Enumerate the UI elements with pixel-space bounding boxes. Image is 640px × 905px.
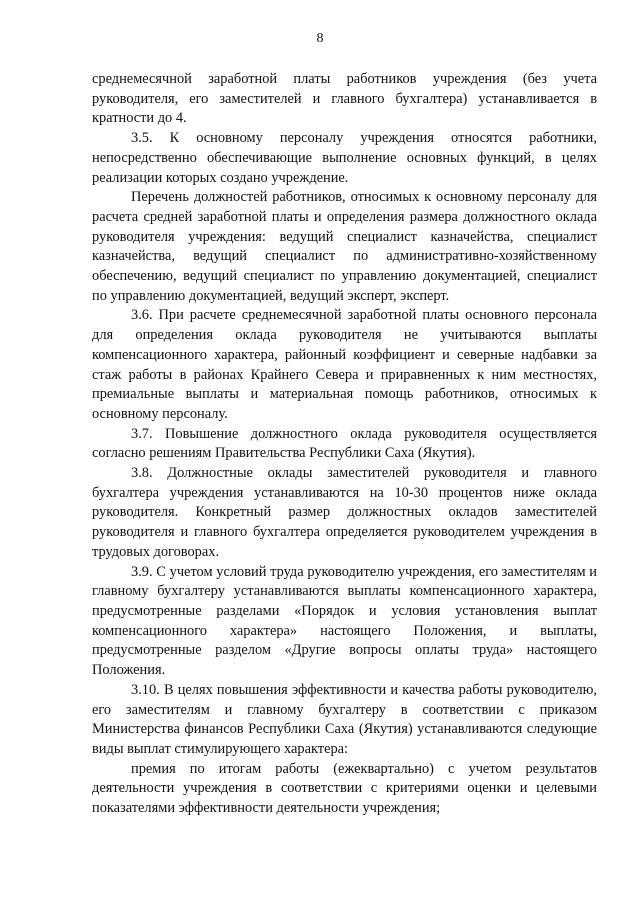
document-body (92, 70, 597, 819)
paragraph-3-8: 3.8. Должностные оклады заместителей руководителя и главного бухгалтера учреждения устанавливаются на 10-30 процентов ниже оклада руководителя. Конкретный размер должностных окладов заместителей руководителя и главного бухгалтера определяется руководителем учреждения в трудовых договорах. (92, 465, 597, 560)
paragraph-3-5: 3.5. К основному персоналу учреждения относятся работники, непосредственно обеспечивающие выполнение основных функций, в целях реализации которых создано учреждение. (92, 130, 597, 186)
page-number: 8 (316, 31, 324, 46)
paragraph-3-7: 3.7. Повышение должностного оклада руководителя осуществляется согласно решениям Правительства Республики Саха (Якутия). (92, 425, 597, 462)
paragraph-3-9: 3.9. С учетом условий труда руководителю учреждения, его заместителям и главному бухгалтеру устанавливаются выплаты компенсационного характера, предусмотренные разделами «Порядок и условия установления выплат компенсационного характера» настоящего Положения, и выплаты, предусмотренные разделом «Другие вопросы оплаты труда» настоящего Положения. (92, 563, 597, 679)
paragraph-3-10: 3.10. В целях повышения эффективности и качества работы руководителю, его заместителям и главному бухгалтеру в соответствии с приказом Министерства финансов Республики Саха (Якутия) устанавливаются следующие виды выплат стимулирующего характера: (92, 681, 597, 757)
paragraph-bonus-item: премия по итогам работы (ежеквартально) с учетом результатов деятельности учреждения в соответствии с критериями оценки и целевыми показателями эффективности деятельности учреждения; (92, 760, 597, 817)
paragraph-3-6: 3.6. При расчете среднемесячной заработной платы основного персонала для определения оклада руководителя не учитываются выплаты компенсационного характера, районный коэффициент и северные надбавки за стаж работы в районах Крайнего Севера и приравненных к ним местностях, премиальные выплаты и материальная помощь работников, относимых к основному персоналу. (92, 307, 597, 422)
paragraph-continuation: среднемесячной заработной платы работников учреждения (без учета руководителя, его заместителей и главного бухгалтера) устанавливается в кратности до 4. (92, 71, 597, 127)
paragraph-staff-list: Перечень должностей работников, относимых к основному персоналу для расчета средней заработной платы и определения размера должностного оклада руководителя учреждения: ведущий специалист казначейства, специалист казначейства, ведущий специалист по административно-хозяйственному обеспечению, ведущий специалист по управлению документацией, специалист по управлению документацией, ведущий эксперт, эксперт. (92, 189, 597, 304)
